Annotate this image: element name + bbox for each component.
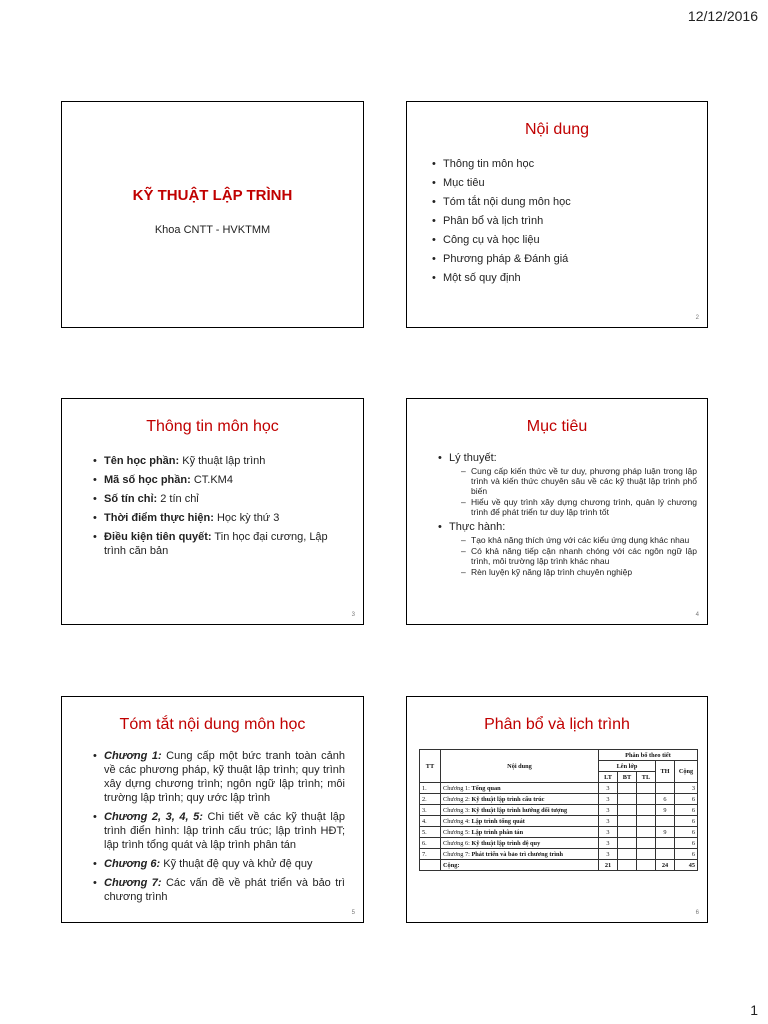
table-row: 7. Chương 7: Phát triển và bảo trì chương trình 3 6 (420, 849, 698, 860)
list-item: • Chương 1: Cung cấp một bức tranh toàn cảnh về các phương pháp, kỹ thuật lập trình; quy trình xây dựng chương trình; ngôn ngữ lập trình; môi trường lập trình; quy ước lập trình (104, 749, 345, 805)
sub-item: – Hiểu về quy trình xây dựng chương trình, quản lý chương trình để phát triển tư duy lập trình tốt (471, 497, 697, 517)
list-item: • Chương 6: Kỹ thuật đệ quy và khử đệ quy (104, 857, 345, 871)
list-item: • Thời điểm thực hiện: Học kỳ thứ 3 (104, 511, 339, 525)
list-item: • Chương 7: Các vấn đề về phát triển và bảo trì chương trình (104, 876, 345, 904)
slide-3-title: Thông tin môn học (146, 418, 279, 435)
col-content: Nội dung (441, 750, 599, 783)
col-class: Lên lớp (599, 761, 656, 772)
col-th: TH (656, 761, 675, 783)
table-row: 2. Chương 2: Kỹ thuật lập trình cấu trúc 3 6 6 (420, 794, 698, 805)
slide-6 (406, 696, 708, 923)
list-item: • Tên học phần: Kỹ thuật lập trình (104, 454, 339, 468)
slide-3 (61, 398, 364, 625)
slide-6-number: 6 (695, 910, 699, 916)
list-item: • Phương pháp & Đánh giá (443, 252, 697, 266)
list-item: • Lý thuyết: – Cung cấp kiến thức về tư duy, phương pháp luận trong lập trình và kiến thức chuyên sâu về các kỹ thuật lập trình phổ biến – Hiểu về quy trình xây dựng chương trình, quản lý chương trình để phát triển tư duy lập trình tốt (449, 451, 697, 517)
date-header: 12/12/2016 (687, 8, 758, 24)
list-item: • Công cụ và học liệu (443, 233, 697, 247)
list-item: • Thực hành: – Tạo khả năng thích ứng với các kiểu ứng dụng khác nhau – Có khả năng tiếp cận nhanh chóng với các ngôn ngữ lập trình, môi trường lập trình khác nhau – Rèn luyện kỹ năng lập trình chuyên nghiệp (449, 520, 697, 577)
slide-4 (406, 398, 708, 625)
page-number: 1 (750, 1002, 758, 1018)
slide-1 (61, 101, 364, 328)
sub-item: – Cung cấp kiến thức về tư duy, phương pháp luận trong lập trình và kiến thức chuyên sâu về các kỹ thuật lập trình phổ biến (471, 466, 697, 496)
list-item: • Một số quy định (443, 271, 697, 285)
col-total: Cộng (675, 761, 698, 783)
slide-4-title: Mục tiêu (526, 418, 588, 435)
table-row: 6. Chương 6: Kỹ thuật lập trình đệ quy 3 6 (420, 838, 698, 849)
slide-3-number: 3 (351, 612, 355, 618)
col-tt: TT (420, 750, 441, 783)
slide-5-list (90, 749, 345, 909)
table-row: 5. Chương 5: Lập trình phân tán 3 9 6 (420, 827, 698, 838)
list-item: • Tóm tắt nội dung môn học (443, 195, 697, 209)
list-item: • Số tín chỉ: 2 tín chỉ (104, 492, 339, 506)
list-item: • Chương 2, 3, 4, 5: Chi tiết về các kỹ thuật lập trình điển hình: lập trình cấu trúc; lập trình HĐT; lập trình tổng quát và lập trình phân tán (104, 810, 345, 852)
list-item: • Thông tin môn học (443, 157, 697, 171)
slide-1-subtitle: Khoa CNTT - HVKTMM (154, 224, 271, 236)
col-tl: TL (637, 772, 656, 783)
slide-5 (61, 696, 364, 923)
table-row: 1. Chương 1: Tổng quan 3 3 (420, 783, 698, 794)
col-group: Phân bổ theo tiết (599, 750, 698, 761)
slide-4-list (435, 451, 697, 580)
col-bt: BT (618, 772, 637, 783)
table-row: 3. Chương 3: Kỹ thuật lập trình hướng đối tượng 3 9 6 (420, 805, 698, 816)
sub-item: – Rèn luyện kỹ năng lập trình chuyên nghiệp (471, 567, 697, 577)
sub-item: – Tạo khả năng thích ứng với các kiểu ứng dụng khác nhau (471, 535, 697, 545)
slide-4-number: 4 (695, 612, 699, 618)
slide-2-number: 2 (695, 315, 699, 321)
list-item: • Điều kiện tiên quyết: Tin học đại cương, Lập trình căn bản (104, 530, 339, 558)
slide-5-number: 5 (351, 910, 355, 916)
slide-6-title: Phân bổ và lịch trình (484, 716, 630, 733)
list-item: • Mục tiêu (443, 176, 697, 190)
sub-item: – Có khả năng tiếp cận nhanh chóng với các ngôn ngữ lập trình, môi trường lập trình khác nhau (471, 546, 697, 566)
table-row: 4. Chương 4: Lập trình tổng quát 3 6 (420, 816, 698, 827)
slide-2-list (429, 157, 697, 290)
slide-2-title: Nội dung (524, 121, 590, 138)
list-item: • Mã số học phần: CT.KM4 (104, 473, 339, 487)
slide-5-title: Tóm tắt nội dung môn học (119, 716, 306, 733)
slide-1-title: KỸ THUẬT LẬP TRÌNH (132, 187, 293, 204)
col-lt: LT (599, 772, 618, 783)
table-sum-row: Cộng: 21 24 45 (420, 860, 698, 871)
schedule-table (419, 749, 698, 871)
slide-3-list (90, 454, 339, 563)
slide-2 (406, 101, 708, 328)
list-item: • Phân bổ và lịch trình (443, 214, 697, 228)
